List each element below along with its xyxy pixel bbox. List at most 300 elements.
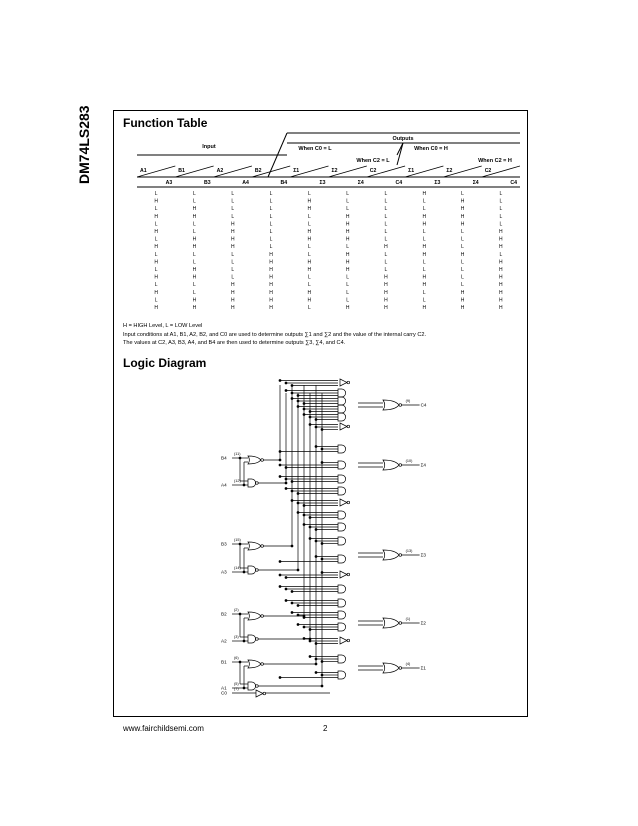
table-cell: H [230,221,235,228]
column-header: C2 [484,168,492,174]
input-name: A1 [221,685,227,691]
junction-dot [279,476,281,478]
table-cell: H [269,282,273,289]
junction-dot [321,661,323,663]
table-cell: H [269,259,273,266]
internal-and-gate [338,523,346,531]
junction-dot [243,640,245,642]
table-cell: L [422,206,426,213]
table-cell: L [499,206,503,213]
junction-dot [243,571,245,573]
table-cell: L [461,236,464,243]
input-pin-number: (15) [234,538,241,542]
when-c2-l-label: When C2 = L [356,158,390,164]
table-cell: H [499,267,503,273]
table-cell: L [422,259,426,266]
table-cell: H [384,282,388,289]
table-cell: H [384,274,388,281]
table-cell: L [193,251,196,258]
table-cell: H [422,282,427,289]
table-cell: H [154,244,158,251]
table-cell: H [345,259,350,266]
table-cell: H [192,206,197,213]
junction-dot [309,656,311,658]
table-cell: H [345,213,350,220]
column-header: C2 [369,168,377,174]
junction-dot [279,451,281,453]
table-cell: H [499,236,503,243]
table-cell: L [307,244,311,251]
junction-dot [279,574,281,576]
junction-dot [315,446,317,448]
column-header: B4 [280,180,288,186]
input-nand-gate [248,479,256,487]
junction-dot [297,493,299,495]
table-cell: H [269,289,273,296]
table-cell: H [154,198,158,205]
table-cell: L [422,229,426,235]
junction-dot [315,556,317,558]
table-cell: L [154,251,158,258]
table-cell: L [269,213,273,220]
input-pin-number: (12) [234,479,241,483]
junction-dot [279,561,281,563]
junction-dot [279,586,281,588]
table-cell: H [307,206,312,213]
input-pin-number: (11) [234,452,241,456]
internal-and-gate [338,611,346,619]
table-cell: H [269,267,273,273]
sum-output-gate [383,618,399,628]
table-cell: H [154,305,158,311]
junction-dot [321,572,323,574]
when-c0-h-label: When C0 = H [414,146,448,152]
output-pin-number: (10) [405,459,413,463]
table-cell: L [384,236,388,243]
output-name: C4 [420,402,427,408]
junction-dot [279,464,281,466]
junction-dot [239,457,241,459]
junction-dot [285,467,287,469]
junction-dot [297,569,299,571]
table-cell: H [307,259,312,266]
footer-url[interactable]: www.fairchildsemi.com [123,724,204,733]
table-cell: L [461,259,464,266]
junction-dot [321,685,323,687]
junction-dot [309,424,311,426]
junction-dot [321,543,323,545]
column-header: A3 [165,180,173,186]
column-header: Σ2 [331,168,338,174]
input-nor-gate [248,660,261,668]
column-header: Σ2 [446,168,453,174]
junction-dot [239,613,241,615]
input-nand-gate [248,682,256,690]
internal-and-gate [338,511,346,519]
table-cell: H [154,229,158,235]
input-name: A4 [221,482,227,488]
column-header: A4 [242,180,249,186]
junction-dot [291,398,293,400]
table-cell: L [154,191,158,197]
internal-and-gate [338,397,346,405]
table-cell: L [193,229,196,235]
table-cell: L [384,229,388,235]
table-cell: L [193,191,196,197]
internal-and-gate [338,585,346,593]
table-cell: L [499,191,503,197]
table-cell: L [499,221,503,228]
junction-dot [297,614,299,616]
table-cell: H [269,251,273,258]
table-cell: H [230,297,235,304]
junction-dot [303,403,305,405]
junction-dot [285,600,287,602]
table-cell: H [154,274,158,281]
table-cell: L [384,198,388,205]
junction-dot [321,674,323,676]
column-header: B1 [178,168,185,174]
table-cell: H [384,244,388,251]
output-name: Σ1 [420,665,427,671]
junction-dot [321,448,323,450]
junction-dot [285,488,287,490]
table-cell: L [461,191,464,197]
table-cell: H [307,229,312,235]
table-cell: L [346,191,350,197]
table-cell: H [192,244,197,251]
internal-inverter [340,499,347,506]
carry-out-nor-gate [383,400,399,410]
table-cell: L [346,274,350,281]
table-cell: H [460,305,465,311]
table-cell: H [422,305,427,311]
table-cell: L [231,267,235,273]
table-cell: H [460,221,465,228]
table-cell: H [460,297,465,304]
table-cell: H [422,221,427,228]
junction-dot [297,400,299,402]
function-table-title: Function Table [123,116,208,130]
table-cell: H [345,236,350,243]
junction-dot [315,643,317,645]
table-cell: H [230,236,235,243]
sum-output-gate [383,663,399,673]
table-cell: H [307,297,312,304]
table-cell: H [460,198,465,205]
junction-dot [291,545,293,547]
internal-and-gate [338,555,346,563]
logic-diagram-title: Logic Diagram [123,356,207,370]
junction-dot [309,411,311,413]
table-cell: H [345,305,350,311]
table-cell: H [192,267,197,273]
table-cell: L [384,221,388,228]
table-cell: L [346,198,350,205]
table-cell: L [269,229,273,235]
junction-dot [291,500,293,502]
input-name: A2 [221,638,227,644]
junction-dot [291,392,293,394]
junction-dot [239,661,241,663]
table-cell: H [154,289,158,296]
table-cell: H [384,297,388,304]
table-cell: H [307,198,312,205]
table-cell: H [499,274,503,281]
junction-dot [279,677,281,679]
table-cell: L [269,236,273,243]
table-cell: H [230,229,235,235]
table-cell: H [422,274,427,281]
input-name: A3 [221,569,227,575]
input-nor-gate [248,542,261,550]
junction-dot [303,638,305,640]
table-cell: L [231,198,235,205]
table-cell: H [345,229,350,235]
table-cell: L [154,206,158,213]
junction-dot [315,419,317,421]
junction-dot [315,672,317,674]
table-cell: H [384,289,388,296]
inversion-bubble [256,482,259,485]
junction-dot [303,617,305,619]
column-header: B2 [254,168,262,174]
table-cell: H [192,213,197,220]
column-header: Σ4 [472,180,479,186]
table-cell: H [192,305,197,311]
junction-dot [309,517,311,519]
function-table [137,132,520,322]
table-cell: L [269,198,273,205]
column-header: Σ1 [408,168,415,174]
table-cell: L [422,289,426,296]
output-name: Σ3 [420,552,427,558]
output-name: Σ4 [420,462,427,468]
table-cell: L [346,297,350,304]
junction-dot [297,502,299,504]
table-cell: L [193,282,196,289]
table-cell: H [192,236,197,243]
junction-dot [303,505,305,507]
internal-and-gate [338,413,346,421]
table-cell: L [499,251,503,258]
junction-dot [279,380,281,382]
junction-dot [309,538,311,540]
table-cell: L [193,221,196,228]
output-pin-number: (1) [405,617,411,621]
table-cell: L [346,289,350,296]
table-cell: L [346,244,350,251]
table-cell: L [269,244,273,251]
table-cell: L [422,236,426,243]
internal-and-gate [338,445,346,453]
junction-dot [291,612,293,614]
table-cell: L [422,198,426,205]
table-cell: L [193,198,196,205]
input-pin-number: (14) [234,566,241,570]
table-cell: L [269,206,273,213]
junction-dot [309,416,311,418]
internal-and-gate [338,461,346,469]
internal-inverter [340,423,347,430]
table-cell: H [230,305,235,311]
junction-dot [315,540,317,542]
table-cell: L [307,305,311,311]
internal-inverter [340,571,347,578]
column-header: Σ4 [357,180,364,186]
table-cell: H [460,289,465,296]
column-header: A1 [140,168,147,174]
table-cell: L [384,213,388,220]
table-cell: L [461,282,464,289]
junction-dot [315,658,317,660]
table-cell: L [346,282,350,289]
inversion-bubble [256,685,259,688]
input-name: B2 [221,611,227,617]
junction-dot [279,459,281,461]
when-c0-l-label: When C0 = L [298,146,332,152]
table-cell: L [231,191,235,197]
inversion-bubble [256,569,259,572]
inversion-bubble [256,638,259,641]
input-pin-number: (2) [234,608,239,612]
table-cell: L [193,289,196,296]
sum-output-gate [383,550,399,560]
junction-dot [291,490,293,492]
table-cell: H [345,251,350,258]
table-cell: L [231,274,235,281]
table-cell: L [307,213,311,220]
input-name: B3 [221,541,227,547]
junction-dot [309,629,311,631]
table-cell: L [231,259,235,266]
junction-dot [291,591,293,593]
table-cell: L [461,229,464,235]
junction-dot [303,408,305,410]
input-name: B1 [221,659,227,665]
internal-and-gate [338,671,346,679]
table-cell: L [154,221,158,228]
table-cell: L [422,267,426,273]
junction-dot [321,462,323,464]
table-cell: L [461,244,464,251]
table-cell: L [384,259,388,266]
table-cell: H [460,251,465,258]
table-cell: L [307,221,311,228]
table-cell: L [422,297,426,304]
table-cell: H [192,274,197,281]
junction-dot [243,687,245,689]
table-cell: H [422,251,427,258]
internal-and-gate [338,655,346,663]
table-cell: L [384,206,388,213]
table-cell: H [345,221,350,228]
junction-dot [243,484,245,486]
table-cell: L [307,282,311,289]
junction-dot [303,514,305,516]
internal-and-gate [338,475,346,483]
table-cell: H [499,259,503,266]
junction-dot [297,512,299,514]
junction-dot [303,524,305,526]
outputs-label: Outputs [392,136,414,142]
junction-dot [285,588,287,590]
table-cell: H [422,191,427,197]
junction-dot [297,406,299,408]
output-name: Σ2 [420,620,427,626]
input-name: B4 [221,455,227,461]
table-cell: H [230,289,235,296]
table-cell: H [307,267,312,273]
table-cell: L [154,297,158,304]
table-cell: L [154,267,158,273]
table-cell: L [154,236,158,243]
input-nor-gate [248,456,261,464]
table-cell: H [499,244,503,251]
output-pin-number: (9) [405,399,411,403]
output-pin-number: (4) [405,662,411,666]
table-cell: L [307,274,311,281]
junction-dot [285,382,287,384]
note-carry-values: The values at C2, A3, B3, A4, and B4 are then used to determine outputs ∑3, ∑4, and C4. [123,340,346,346]
table-cell: H [192,297,197,304]
table-cell: H [499,297,503,304]
table-cell: H [499,282,503,289]
column-header: Σ3 [319,180,326,186]
note-levels: H = HIGH Level, L = LOW Level [123,323,203,329]
table-cell: L [193,259,196,266]
device-part-number: DM74LS283 [76,105,92,184]
junction-dot [239,543,241,545]
table-cell: L [384,267,388,273]
junction-dot [303,414,305,416]
table-cell: L [269,221,273,228]
table-cell: L [154,282,158,289]
table-cell: H [269,305,273,311]
table-cell: L [231,213,235,220]
when-c2-h-label: When C2 = H [478,158,512,164]
table-cell: H [384,305,388,311]
input-nor-gate [248,612,261,620]
table-cell: L [231,251,235,258]
internal-and-gate [338,405,346,413]
table-cell: H [154,259,158,266]
input-name: C0 [221,690,227,696]
table-cell: L [269,191,273,197]
table-cell: H [230,282,235,289]
column-header: B3 [203,180,211,186]
table-cell: L [384,251,388,258]
carry-in-inverter [256,690,263,697]
input-nand-gate [248,566,256,574]
column-header: A2 [216,168,224,174]
logic-diagram [218,375,443,705]
input-label: Input [202,144,216,150]
table-cell: H [345,267,350,273]
junction-dot [291,385,293,387]
table-cell: L [346,206,350,213]
table-cell: H [230,244,235,251]
table-cell: L [461,274,464,281]
internal-and-gate [338,389,346,397]
table-cell: H [307,236,312,243]
input-pin-number: (5) [234,682,239,686]
internal-inverter [340,379,347,386]
table-cell: H [154,213,158,220]
table-cell: H [460,206,465,213]
input-pin-number: (6) [234,656,239,660]
table-cell: L [307,251,311,258]
